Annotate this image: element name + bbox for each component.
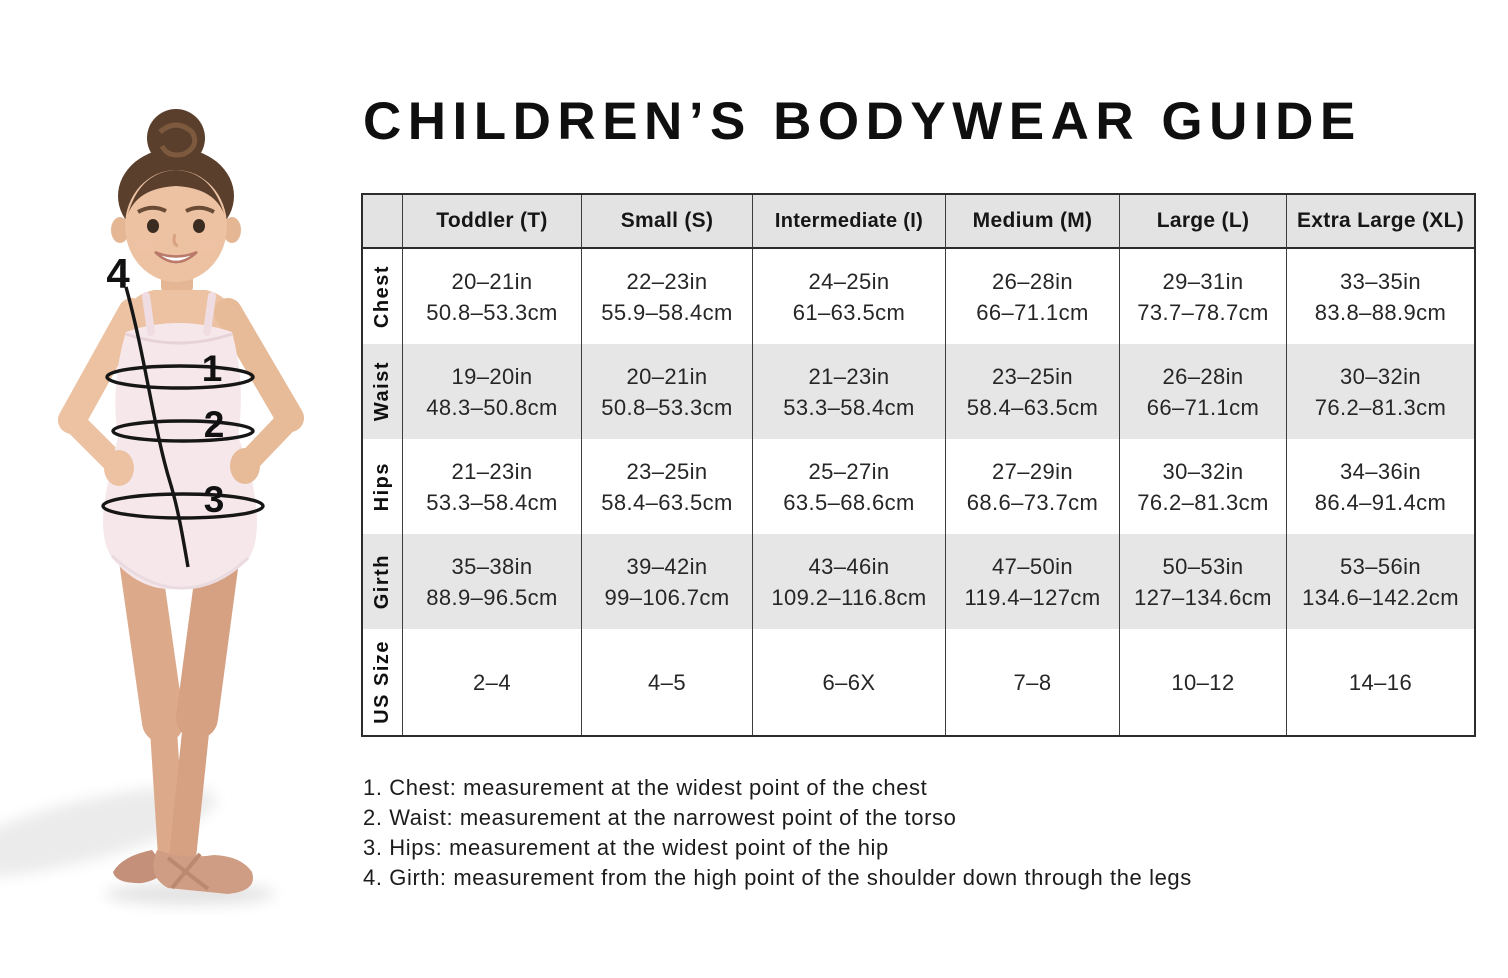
girth-intermediate-cell: 43–46in 109.2–116.8cm xyxy=(753,534,946,629)
chest-intermediate-cell: 24–25in 61–63.5cm xyxy=(753,249,946,344)
waist-extra-large-cell: 30–32in 76.2–81.3cm xyxy=(1287,344,1474,439)
chest-medium-cell: 26–28in 66–71.1cm xyxy=(946,249,1120,344)
waist-small-cell: 20–21in 50.8–53.3cm xyxy=(582,344,753,439)
chest-extra-large-cell: 33–35in 83.8–88.9cm xyxy=(1314,268,1447,325)
child-model-photo xyxy=(0,0,360,978)
footnote-waist: 2. Waist: measurement at the narrowest point of the torso xyxy=(363,805,957,830)
waist-intermediate-cell: 21–23in 53.3–58.4cm xyxy=(753,344,946,439)
girth-small-cell: 39–42in 99–106.7cm xyxy=(582,534,753,629)
page-title: CHILDREN’S BODYWEAR GUIDE xyxy=(363,92,1362,151)
us-size-large-cell: 10–12 xyxy=(1120,629,1287,735)
marker-hips: 3 xyxy=(203,479,225,520)
left-cheek xyxy=(135,240,155,252)
column-header-toddler: Toddler (T) xyxy=(403,195,582,249)
column-header-large: Large (L) xyxy=(1120,195,1287,249)
chest-small-cell: 22–23in 55.9–58.4cm xyxy=(582,249,753,344)
girth-extra-large-cell: 53–56in 134.6–142.2cm xyxy=(1287,534,1474,629)
hips-toddler-cell: 21–23in 53.3–58.4cm xyxy=(403,439,582,534)
column-header-small: Small (S) xyxy=(582,195,753,249)
footnote-chest: 1. Chest: measurement at the widest point of the chest xyxy=(363,775,928,800)
head xyxy=(111,109,241,282)
waist-toddler-cell: 19–20in 48.3–50.8cm xyxy=(403,344,582,439)
girth-medium-cell: 47–50in 119.4–127cm xyxy=(946,534,1120,629)
row-label-girth: Girth xyxy=(363,534,403,629)
us-size-small-cell: 4–5 xyxy=(582,629,753,735)
row-label-hips: Hips xyxy=(363,439,403,534)
girth-large-cell: 50–53in 127–134.6cm xyxy=(1120,534,1287,629)
column-header-medium: Medium (M) xyxy=(946,195,1120,249)
left-eye xyxy=(147,219,159,233)
marker-waist: 2 xyxy=(203,404,225,445)
us-size-extra-large-cell: 14–16 xyxy=(1348,669,1413,695)
footnote-girth: 4. Girth: measurement from the high point of the shoulder down through the legs xyxy=(363,865,1192,890)
column-header-extra-large: Extra Large (XL) xyxy=(1287,195,1474,249)
hips-large-cell: 30–32in 76.2–81.3cm xyxy=(1120,439,1287,534)
hips-medium-cell: 27–29in 68.6–73.7cm xyxy=(946,439,1120,534)
marker-chest: 1 xyxy=(201,348,223,389)
footnote-hips: 3. Hips: measurement at the widest point of the hip xyxy=(363,835,889,860)
row-label-waist: Waist xyxy=(363,344,403,439)
corner-cell xyxy=(363,195,403,249)
chest-large-cell: 29–31in 73.7–78.7cm xyxy=(1120,249,1287,344)
chest-toddler-cell: 20–21in 50.8–53.3cm xyxy=(403,249,582,344)
hips-small-cell: 23–25in 58.4–63.5cm xyxy=(582,439,753,534)
hips-intermediate-cell: 25–27in 63.5–68.6cm xyxy=(753,439,946,534)
right-cheek xyxy=(197,240,217,252)
size-table xyxy=(361,193,1476,737)
us-size-intermediate-cell: 6–6X xyxy=(753,629,946,735)
girth-toddler-cell: 35–38in 88.9–96.5cm xyxy=(403,534,582,629)
right-eye xyxy=(193,219,205,233)
face xyxy=(125,170,227,282)
marker-girth: 4 xyxy=(106,250,130,297)
us-size-toddler-cell: 2–4 xyxy=(403,629,582,735)
hips-extra-large-cell: 34–36in 86.4–91.4cm xyxy=(1314,458,1447,515)
row-label-us-size: US Size xyxy=(363,629,403,735)
row-label-chest: Chest xyxy=(363,249,403,344)
measurement-footnotes xyxy=(363,773,1192,893)
waist-medium-cell: 23–25in 58.4–63.5cm xyxy=(946,344,1120,439)
waist-large-cell: 26–28in 66–71.1cm xyxy=(1120,344,1287,439)
us-size-medium-cell: 7–8 xyxy=(946,629,1120,735)
column-header-intermediate: Intermediate (I) xyxy=(753,195,946,249)
